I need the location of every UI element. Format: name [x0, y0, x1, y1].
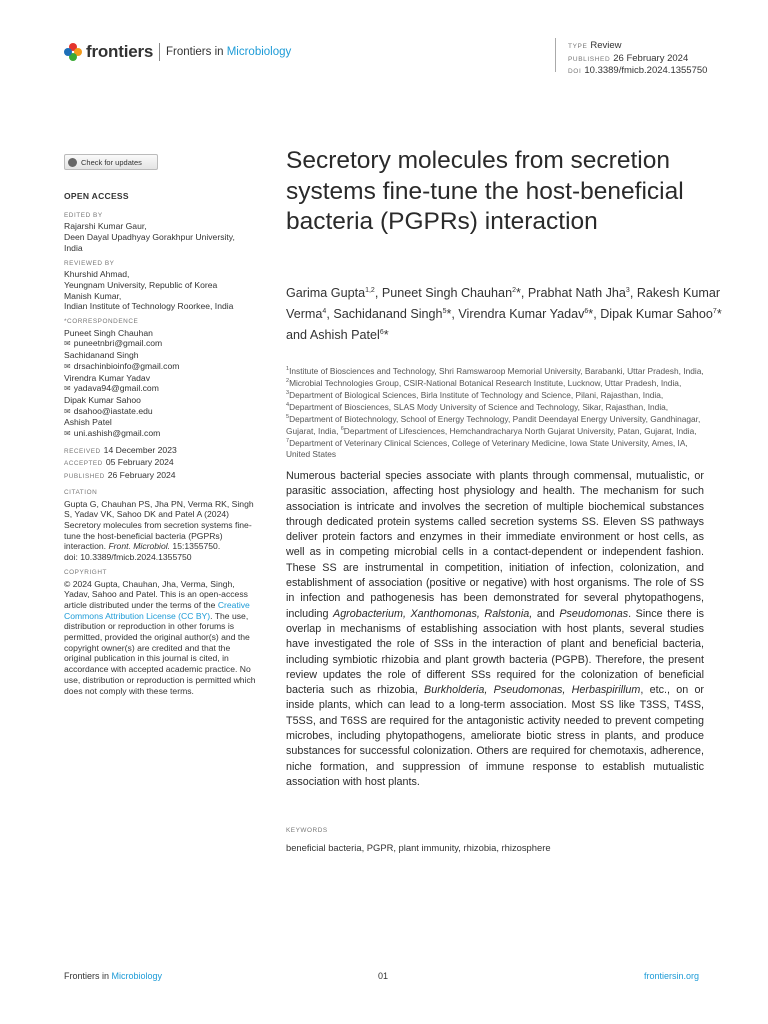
reviewer-line: Manish Kumar, — [64, 290, 122, 301]
footer-journal-prefix: Frontiers in — [64, 971, 112, 981]
correspondent-email[interactable]: ✉ yadava94@gmail.com — [64, 383, 260, 395]
check-updates-label: Check for updates — [81, 157, 142, 167]
article-title: Secretory molecules from secretion systems fine-tune the host-beneficial bacteria (PGPRs) interaction — [286, 147, 684, 235]
meta-row — [568, 65, 707, 78]
author-name[interactable]: Ashish Patel — [309, 327, 380, 342]
meta-divider — [555, 38, 556, 72]
correspondence-label: *CORRESPONDENCE — [64, 318, 139, 326]
author-affiliation-mark: 6 — [584, 307, 589, 315]
citation-volume: 15:1355750. — [170, 541, 221, 552]
check-updates-icon — [68, 158, 77, 167]
reviewer-line: Yeungnam University, Republic of Korea — [64, 279, 218, 290]
abstract-italic-term: Agrobacterium, Xanthomonas, Ralstonia, — [333, 607, 533, 620]
author-name[interactable]: Virendra Kumar Yadav — [458, 306, 585, 321]
affiliation-text: Department of Biotechnology, School of Energy Technology, Pandit Deendayal Energy University, Gandhinagar, Gujarat, India, — [286, 414, 701, 437]
author-affiliation-mark: 5 — [442, 307, 447, 315]
author-name[interactable]: Garima Gupta — [286, 286, 366, 301]
date-value: 05 February 2024 — [105, 457, 174, 468]
article-meta — [568, 40, 707, 78]
meta-key: TYPE — [568, 43, 588, 50]
edited-by-list — [64, 221, 260, 253]
citation-journal: Front. Microbiol. — [108, 541, 171, 552]
correspondent-name: Virendra Kumar Yadav — [64, 372, 150, 383]
affiliation-mark: 5 — [286, 414, 290, 421]
citation-doi: doi: 10.3389/fmicb.2024.1355750 — [64, 552, 192, 563]
correspondent-name: Ashish Patel — [64, 417, 112, 428]
abstract-text: Numerous bacterial species associate with plants through commensal, mutualistic, or parasitic association, affecting host physiology and health. The mechanism for such association is intricate and involves the secretion of multiple biochemical substances through dedicated protein systems called secretion systems SS. Eleven SS pathways deliver protein factors and enzymes in their immediate environment or host cells, as well as in competing microbial cells in a contact-dependent or independent fashion. These SS are instrumental in competition, initiation of infection, colonization, and establishment of association (positive or negative) with host organisms. The role of SS in infection and pathogenesis has been demonstrated for several phytopathogens, including — [286, 470, 704, 620]
abstract-italic-term: Burkholderia, Pseudomonas, Herbaspirillum — [424, 684, 641, 697]
footer-journal[interactable] — [64, 971, 162, 981]
page-number: 01 — [378, 971, 389, 981]
author-name[interactable]: Dipak Kumar Sahoo — [600, 306, 713, 321]
copyright — [64, 579, 260, 697]
footer-journal-name: Microbiology — [111, 971, 163, 981]
reviewed-by-list — [64, 269, 260, 312]
copyright-text: © 2024 Gupta, Chauhan, Jha, Verma, Singh, Yadav, Sahoo and Patel. This is an open-access article distributed under the terms of the — [64, 578, 248, 610]
affiliation-text: Department of Veterinary Clinical Sciences, College of Veterinary Medicine, Iowa State University, Ames, IA, United States — [286, 438, 688, 459]
edited-by-label: EDITED BY — [64, 211, 103, 219]
journal-name-highlight: Microbiology — [226, 46, 292, 58]
citation — [64, 499, 260, 563]
author-name[interactable]: Puneet Singh Chauhan — [381, 286, 513, 301]
correspondent-email[interactable]: ✉ dsahoo@iastate.edu — [64, 406, 260, 418]
author-name[interactable]: Prabhat Nath Jha — [527, 286, 626, 301]
abstract-text: , etc., on or inside plants, which can lead to a long-term association. Most SS like T3SS, T4SS, T5SS, and T6SS are required for the antagonistic activity needed to prevent competing microbes, including phytopathogens, ameliorate biotic stress in plants, and produce substances for successful colonization. Others are required for chemotaxis, adherence, niche formation, and suppression of immune response to establish mutualistic association with host plants. — [286, 684, 705, 788]
author-affiliation-mark: 7 — [712, 307, 717, 315]
abstract — [286, 469, 704, 790]
correspondent-email[interactable]: ✉ puneetnbri@gmail.com — [64, 338, 260, 350]
author-name[interactable]: Sachidanand Singh — [333, 306, 443, 321]
abstract-text: and — [532, 607, 560, 620]
reviewer-line: Indian Institute of Technology Roorkee, India — [64, 301, 234, 312]
article-sidebar — [64, 191, 260, 701]
correspondent-email[interactable]: ✉ drsachinbioinfo@gmail.com — [64, 361, 260, 373]
logo-text: frontiers — [86, 42, 154, 61]
article-dates — [64, 445, 260, 483]
correspondent-email[interactable]: ✉ uni.ashish@gmail.com — [64, 428, 260, 440]
author-affiliation-mark: 2 — [512, 287, 516, 294]
author-affiliation-mark: 4 — [322, 307, 327, 315]
reviewed-by-label: REVIEWED BY — [64, 259, 115, 267]
frontiers-logo[interactable] — [64, 42, 153, 62]
affiliation-mark: 3 — [286, 390, 290, 397]
author-list: Garima Gupta$^{1,2}$, Puneet Singh Chauhan$^2$*, Prabhat Nath Jha$^3$, Rakesh Kumar Verma$^4$, Sachidanand Singh$^5$*, Virendra Kumar Yadav$^6$*, Dipak Kumar Sahoo$^7$* and Ashish Patel$^6$* — [286, 286, 722, 342]
cc-by-license-link[interactable]: Creative Commons Attribution License (CC BY) — [64, 599, 250, 621]
date-row — [64, 470, 260, 483]
copyright-label: COPYRIGHT — [64, 568, 107, 576]
date-value: 14 December 2023 — [103, 444, 177, 455]
affiliations — [286, 364, 706, 459]
affiliation-text: Department of Biosciences, SLAS Mody University of Science and Technology, Sikar, Rajasthan, India, — [289, 402, 669, 413]
citation-label: CITATION — [64, 488, 98, 496]
date-key: PUBLISHED — [64, 473, 105, 481]
check-updates-button[interactable] — [64, 154, 158, 170]
correspondent-name: Puneet Singh Chauhan — [64, 327, 153, 338]
author-name[interactable]: Rakesh Kumar Verma — [286, 286, 721, 321]
journal-name[interactable] — [166, 46, 291, 58]
affiliation-mark: 2 — [286, 378, 290, 385]
meta-row — [568, 53, 707, 66]
meta-value: 26 February 2024 — [613, 52, 689, 64]
reviewer-line: Khurshid Ahmad, — [64, 269, 130, 280]
date-row — [64, 445, 260, 458]
logo-divider — [159, 43, 160, 61]
date-value: 26 February 2024 — [107, 470, 176, 481]
frontiers-logo-icon — [64, 43, 82, 61]
meta-value: Review — [590, 40, 622, 51]
author-affiliation-mark: 1,2 — [365, 287, 375, 294]
affiliation-text: Department of Biological Sciences, Birla Institute of Technology and Science, Pilani, Rajasthan, India, — [289, 389, 664, 400]
author-affiliation-mark: 3 — [625, 287, 630, 294]
author-affiliation-mark: 6 — [379, 328, 384, 336]
citation-text: Gupta G, Chauhan PS, Jha PN, Verma RK, Singh S, Yadav VK, Sahoo DK and Patel A (2024) Secretory molecules from secretion systems fine-tune the host-beneficial bacteria (PGPRs) interaction. — [64, 498, 254, 552]
affiliation-text: Department of Lifesciences, Hemchandracharya North Gujarat University, Patan, Gujarat, India, — [343, 426, 697, 437]
affiliation-text: Microbial Technologies Group, CSIR-National Botanical Research Institute, Lucknow, Uttar Pradesh, India, — [289, 377, 682, 388]
affiliation-mark: 1 — [286, 366, 290, 372]
abstract-italic-term: Pseudomonas — [559, 607, 629, 620]
abstract-text: . Since there is overlap in mechanisms of establishing association with host plants, several studies have investigated the role of SSs in the interaction of plant and beneficial bacteria, including symbiotic rhizobia and plant growth bacteria (PGPB). Therefore, the present review updates the role of different SSs required for the colonization of beneficial bacteria such as rhizobia, — [286, 607, 705, 697]
date-row — [64, 457, 260, 470]
correspondence-list — [64, 328, 260, 440]
editor-line: India — [64, 242, 83, 253]
journal-prefix: Frontiers in — [166, 46, 227, 58]
date-key: RECEIVED — [64, 447, 101, 455]
footer-site-link[interactable]: frontiersin.org — [644, 971, 700, 981]
affiliation-text: Institute of Biosciences and Technology, Shri Ramswaroop Memorial University, Barabanki, Uttar Pradesh, India, — [289, 365, 704, 376]
open-access-label: OPEN ACCESS — [64, 191, 129, 201]
meta-row — [568, 40, 707, 53]
correspondent-name: Dipak Kumar Sahoo — [64, 394, 141, 405]
copyright-text-end: . The use, distribution or reproduction in other forums is permitted, provided the original author(s) and the copyright owner(s) are credited and that the original publication in this journal is cited, in accordance with accepted academic practice. No use, distribution or reproduction is permitted which does not comply with these terms. — [64, 610, 256, 696]
keywords-label: KEYWORDS — [286, 827, 328, 834]
affiliation-mark: 4 — [286, 402, 290, 409]
correspondent-name: Sachidanand Singh — [64, 350, 139, 361]
meta-value[interactable]: 10.3389/fmicb.2024.1355750 — [584, 65, 708, 77]
affiliation-mark: 6 — [340, 426, 344, 433]
affiliation-mark: 7 — [286, 438, 290, 445]
meta-key: DOI — [568, 68, 582, 76]
meta-key: PUBLISHED — [568, 55, 611, 63]
date-key: ACCEPTED — [64, 460, 103, 468]
keywords: beneficial bacteria, PGPR, plant immunity, rhizobia, rhizosphere — [286, 842, 551, 853]
editor-line: Deen Dayal Upadhyay Gorakhpur University, — [64, 232, 235, 243]
editor-line: Rajarshi Kumar Gaur, — [64, 221, 147, 232]
